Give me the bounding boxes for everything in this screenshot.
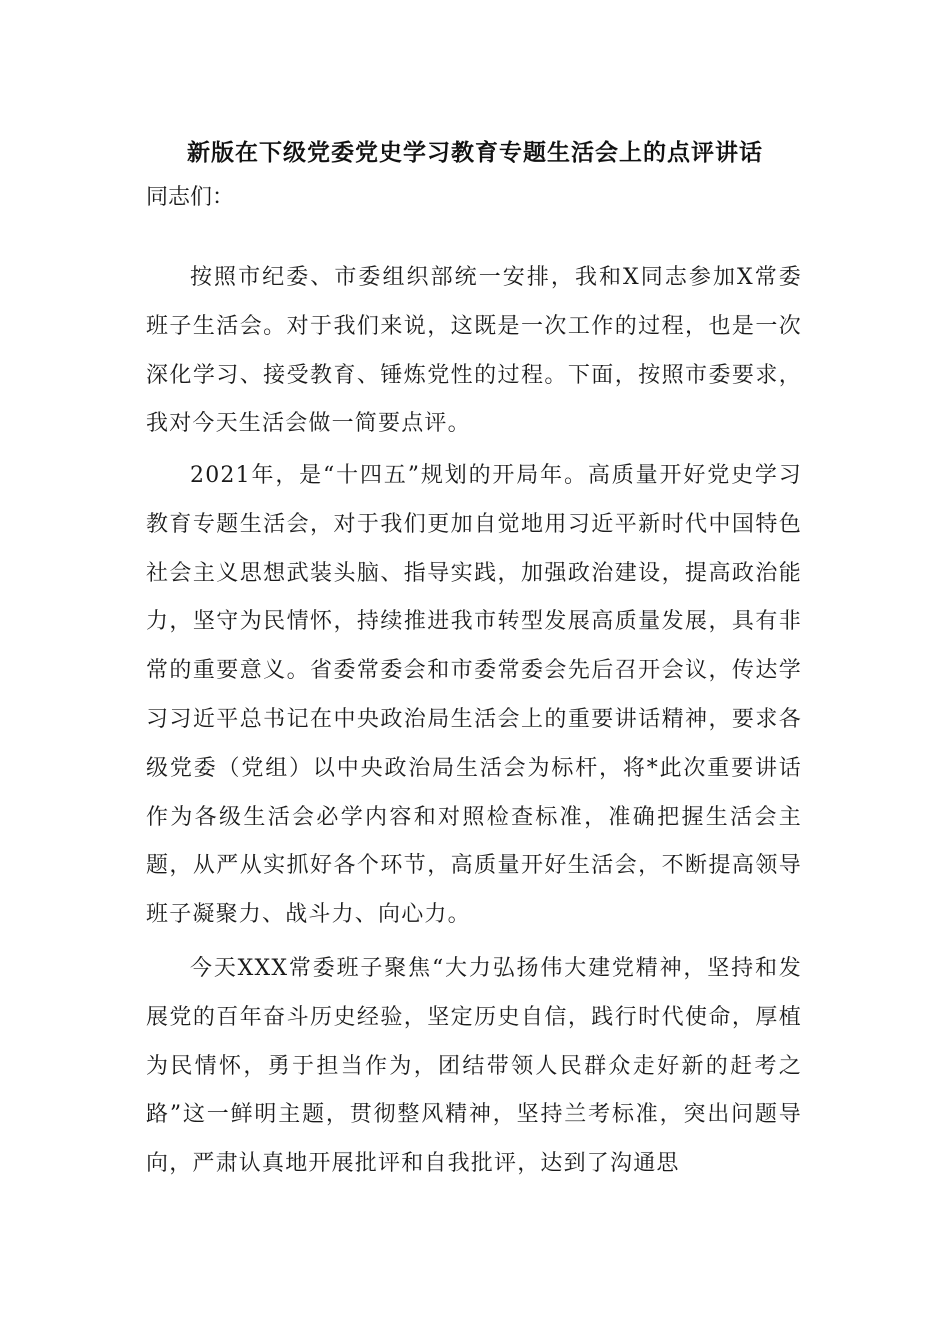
document-title: 新版在下级党委党史学习教育专题生活会上的点评讲话	[187, 139, 763, 166]
greeting: 同志们：	[146, 185, 235, 210]
paragraph-2: 2021年，是“十四五”规划的开局年。高质量开好党史学习教育专题生活会，对于我们更加自觉地用习近平新时代中国特色社会主义思想武装头脑、指导实践，加强政治建设，提高政治能力，坚守为民情怀，持续推进我市转型发展高质量发展，具有非常的重要意义。省委常委会和市委常委会先后召开会议，传达学习习近平总书记在中央政治局生活会上的重要讲话精神，要求各级党委（党组）以中央政治局生活会为标杆，将*此次重要讲话作为各级生活会必学内容和对照检查标准，准确把握生活会主题，从严从实抓好各个环节，高质量开好生活会，不断提高领导班子凝聚力、战斗力、向心力。	[146, 463, 802, 928]
paragraph-1: 按照市纪委、市委组织部统一安排，我和X同志参加X常委班子生活会。对于我们来说，这既是一次工作的过程，也是一次深化学习、接受教育、锤炼党性的过程。下面，按照市委要求，我对今天生活会做一简要点评。	[146, 265, 802, 437]
paragraph-3: 今天XXX常委班子聚焦“大力弘扬伟大建党精神，坚持和发展党的百年奋斗历史经验，坚定历史自信，践行时代使命，厚植为民情怀，勇于担当作为，团结带领人民群众走好新的赶考之路”这一鲜明主题，贯彻整风精神，坚持兰考标准，突出问题导向，严肃认真地开展批评和自我批评，达到了沟通思	[146, 956, 802, 1177]
